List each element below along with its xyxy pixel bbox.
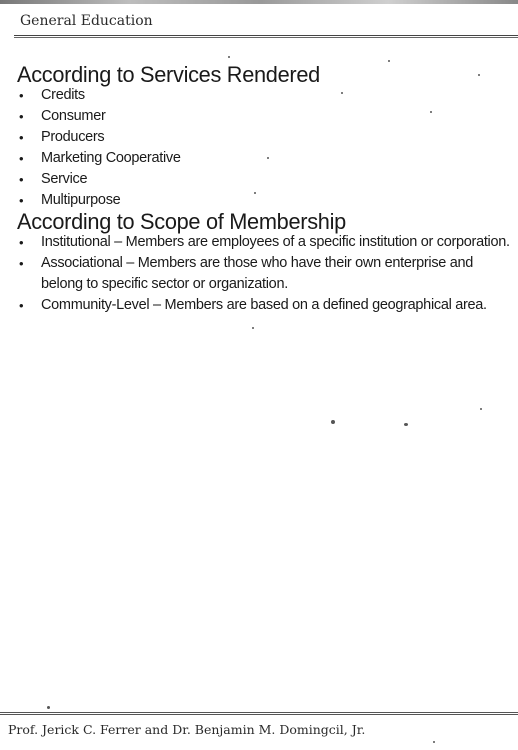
bullet-icon: • — [19, 151, 24, 166]
section-services-rendered — [17, 64, 515, 211]
list-item — [17, 190, 515, 211]
list-item — [17, 106, 515, 127]
scan-speck — [433, 741, 435, 743]
bullet-icon: • — [19, 298, 24, 313]
scan-speck — [254, 192, 256, 194]
list-item-text: Service — [41, 171, 88, 187]
bullet-icon: • — [19, 256, 24, 271]
scan-speck — [267, 157, 269, 159]
bullet-icon: • — [19, 235, 24, 250]
header-rule — [14, 35, 518, 38]
section-heading: According to Services Rendered — [17, 62, 320, 87]
bullet-list-services — [17, 85, 515, 211]
bullet-list-scope — [17, 232, 515, 316]
list-item — [17, 85, 515, 106]
bullet-icon: • — [19, 172, 24, 187]
list-item-text: Associational – Members are those who have their own enterprise and belong to specific sector or organization. — [41, 255, 474, 292]
document-body — [17, 64, 515, 316]
scan-speck — [478, 74, 480, 76]
section-heading: According to Scope of Membership — [17, 209, 346, 234]
bullet-icon: • — [19, 109, 24, 124]
scan-speck — [341, 92, 343, 94]
list-item — [17, 148, 515, 169]
list-item-text: Community-Level – Members are based on a defined geographical area. — [41, 297, 487, 313]
list-item-text: Credits — [41, 87, 85, 103]
scan-speck — [404, 423, 408, 426]
list-item — [17, 295, 515, 316]
footer-rule — [0, 712, 518, 715]
scan-speck — [388, 60, 390, 62]
list-item-text: Institutional – Members are employees of a specific institution or corporation. — [41, 234, 510, 250]
list-item-text: Producers — [41, 129, 105, 145]
list-item-text: Marketing Cooperative — [41, 150, 181, 166]
list-item-text: Consumer — [41, 108, 106, 124]
scan-speck — [480, 408, 482, 410]
scan-speck — [430, 111, 432, 113]
bullet-icon: • — [19, 130, 24, 145]
list-item — [17, 127, 515, 148]
footer-credit: Prof. Jerick C. Ferrer and Dr. Benjamin M. Domingcil, Jr. — [8, 722, 366, 737]
scan-speck — [47, 706, 50, 709]
list-item-text: Multipurpose — [41, 192, 121, 208]
list-item — [17, 232, 515, 253]
bullet-icon: • — [19, 193, 24, 208]
page-header-title: General Education — [20, 13, 153, 29]
scan-speck — [331, 420, 335, 424]
scan-speck — [252, 327, 254, 329]
section-scope-of-membership — [17, 211, 515, 316]
bullet-icon: • — [19, 88, 24, 103]
list-item — [17, 169, 515, 190]
scan-speck — [228, 56, 230, 58]
scan-top-strip — [0, 0, 518, 4]
list-item — [17, 253, 515, 295]
